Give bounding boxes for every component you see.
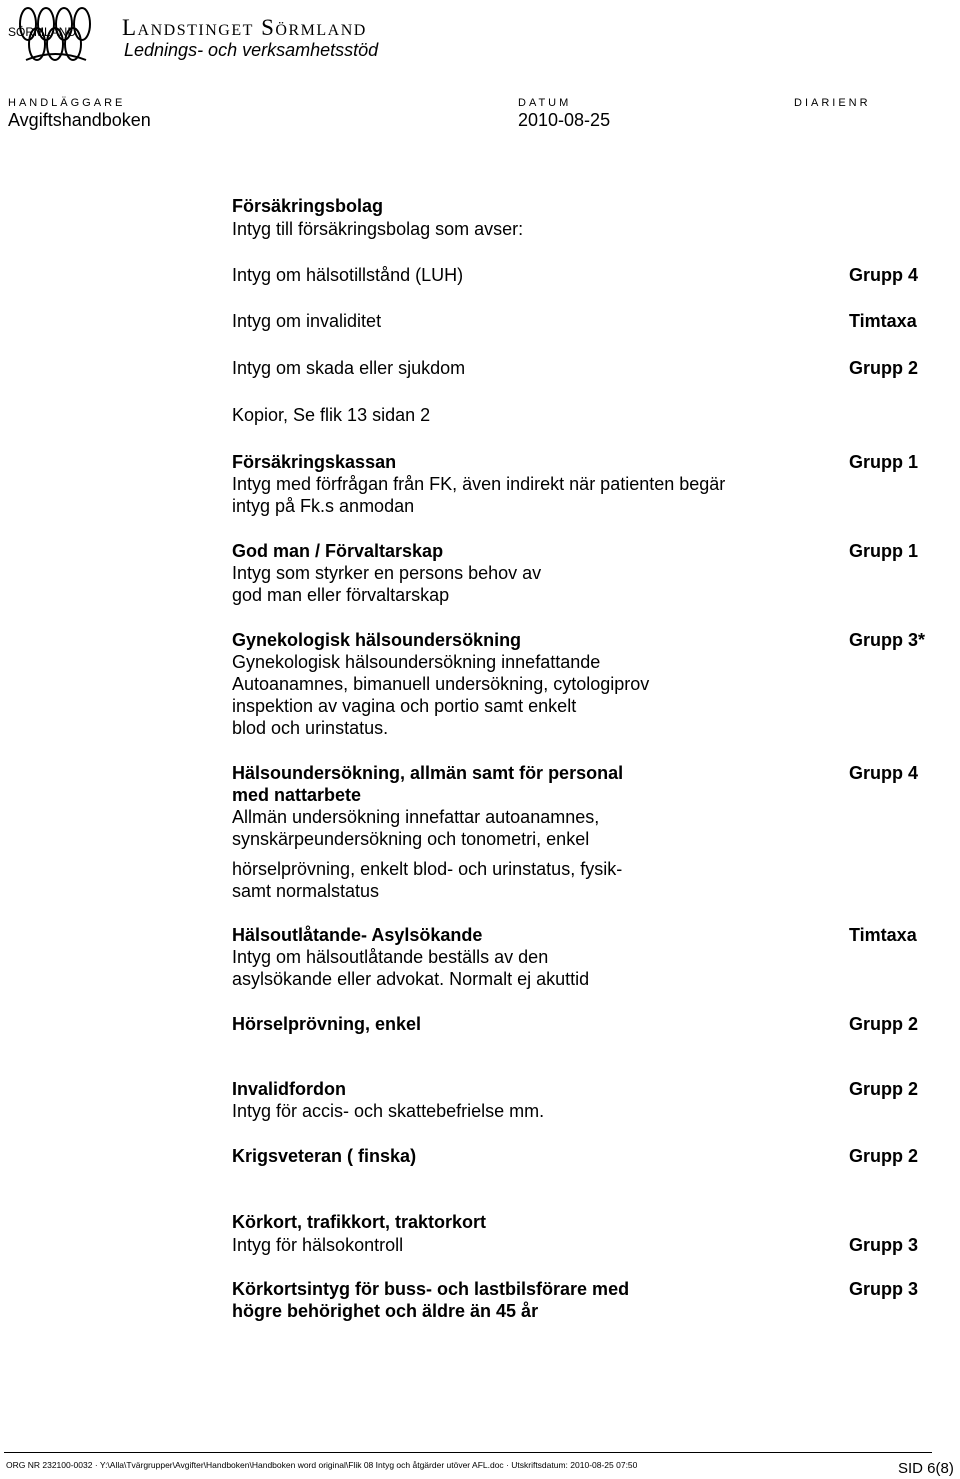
section-heading: Försäkringsbolag xyxy=(232,196,384,216)
section-text: Kopior, Se flik 13 sidan 2 xyxy=(232,405,431,425)
section-text: Intyg om invaliditet xyxy=(232,311,382,331)
value-handlaggare: Avgiftshandboken xyxy=(8,110,151,130)
section-row xyxy=(232,629,932,739)
section-text: Intyg om hälsotillstånd (LUH) xyxy=(232,265,464,285)
section-row xyxy=(232,404,932,426)
fee-group: Grupp 1 xyxy=(849,541,919,561)
fee-group: Grupp 2 xyxy=(849,1079,919,1099)
logo-text: SÖRMLAND xyxy=(8,25,77,39)
section-heading: med nattarbete xyxy=(232,785,362,805)
label-datum: DATUM xyxy=(518,97,572,109)
section-text: Allmän undersökning innefattar autoanamnes, xyxy=(232,807,600,827)
section-row xyxy=(232,218,932,240)
section-heading: Krigsveteran ( finska) xyxy=(232,1146,417,1166)
section-row xyxy=(232,310,932,332)
section-row xyxy=(232,264,932,286)
section-text: Intyg för accis- och skattebefrielse mm. xyxy=(232,1101,545,1121)
section-text: Intyg med förfrågan från FK, även indirekt när patienten begär xyxy=(232,474,726,494)
section-text: synskärpeundersökning och tonometri, enkel xyxy=(232,829,590,849)
section-row xyxy=(232,357,932,379)
section-row xyxy=(232,1234,932,1256)
value-datum: 2010-08-25 xyxy=(518,110,611,130)
fee-group: Grupp 3 xyxy=(849,1279,919,1299)
section-text: Gynekologisk hälsoundersökning innefattande xyxy=(232,652,601,672)
section-heading: Körkortsintyg för buss- och lastbilsförare med xyxy=(232,1279,630,1299)
section-row xyxy=(232,1078,932,1122)
section-heading: Körkort, trafikkort, traktorkort xyxy=(232,1212,487,1232)
section-text: hörselprövning, enkelt blod- och urinstatus, fysik- xyxy=(232,859,623,879)
org-name: Landstinget Sörmland xyxy=(122,15,367,40)
section-text: samt normalstatus xyxy=(232,881,380,901)
section-row xyxy=(232,1145,932,1167)
section-row xyxy=(232,762,932,850)
section-text: Intyg för hälsokontroll xyxy=(232,1235,404,1255)
section-row xyxy=(232,451,932,517)
section-row xyxy=(232,1211,932,1233)
footer-path: ORG NR 232100-0032 · Y:\Alla\Tvärgrupper\Avgifter\Handboken\Handboken word original\Flik 08 Intyg och åtgärder utöver AFL.doc · Utskriftsdatum: 2010-08-25 07:50 xyxy=(6,1460,638,1470)
page-number: SID 6(8) xyxy=(898,1460,954,1477)
section-row xyxy=(232,540,932,606)
landsting-logo xyxy=(6,4,114,64)
section-text: inspektion av vagina och portio samt enkelt xyxy=(232,696,577,716)
section-heading: Invalidfordon xyxy=(232,1079,346,1099)
fee-group: Grupp 3* xyxy=(849,630,926,650)
fee-group: Timtaxa xyxy=(849,311,917,331)
section-text: god man eller förvaltarskap xyxy=(232,585,450,605)
section-text: blod och urinstatus. xyxy=(232,718,389,738)
section-heading: Hälsoundersökning, allmän samt för personal xyxy=(232,763,624,783)
fee-group: Grupp 2 xyxy=(849,1146,919,1166)
section-row xyxy=(232,195,932,217)
footer-divider xyxy=(4,1452,932,1453)
fee-group: Timtaxa xyxy=(849,925,917,945)
section-text: Intyg om skada eller sjukdom xyxy=(232,358,466,378)
fee-group: Grupp 4 xyxy=(849,265,919,285)
section-heading: God man / Förvaltarskap xyxy=(232,541,444,561)
section-text: asylsökande eller advokat. Normalt ej akuttid xyxy=(232,969,590,989)
fee-group: Grupp 2 xyxy=(849,1014,919,1034)
section-row xyxy=(232,1278,932,1322)
section-row xyxy=(232,924,932,990)
section-heading: högre behörighet och äldre än 45 år xyxy=(232,1301,539,1321)
section-heading: Hörselprövning, enkel xyxy=(232,1014,422,1034)
label-handlaggare: HANDLÄGGARE xyxy=(8,97,126,109)
fee-group: Grupp 2 xyxy=(849,358,919,378)
section-heading: Hälsoutlåtande- Asylsökande xyxy=(232,925,483,945)
fee-group: Grupp 4 xyxy=(849,763,919,783)
section-heading: Försäkringskassan xyxy=(232,452,397,472)
label-diarienr: DIARIENR xyxy=(794,97,871,109)
section-row xyxy=(232,858,932,902)
section-text: intyg på Fk.s anmodan xyxy=(232,496,415,516)
org-subtitle: Lednings- och verksamhetsstöd xyxy=(124,40,379,60)
section-heading: Gynekologisk hälsoundersökning xyxy=(232,630,522,650)
section-text: Intyg om hälsoutlåtande beställs av den xyxy=(232,947,549,967)
section-text: Intyg till försäkringsbolag som avser: xyxy=(232,219,524,239)
fee-group: Grupp 3 xyxy=(849,1235,919,1255)
section-row xyxy=(232,1013,932,1035)
fee-group: Grupp 1 xyxy=(849,452,919,472)
section-text: Intyg som styrker en persons behov av xyxy=(232,563,542,583)
section-text: Autoanamnes, bimanuell undersökning, cytologiprov xyxy=(232,674,650,694)
